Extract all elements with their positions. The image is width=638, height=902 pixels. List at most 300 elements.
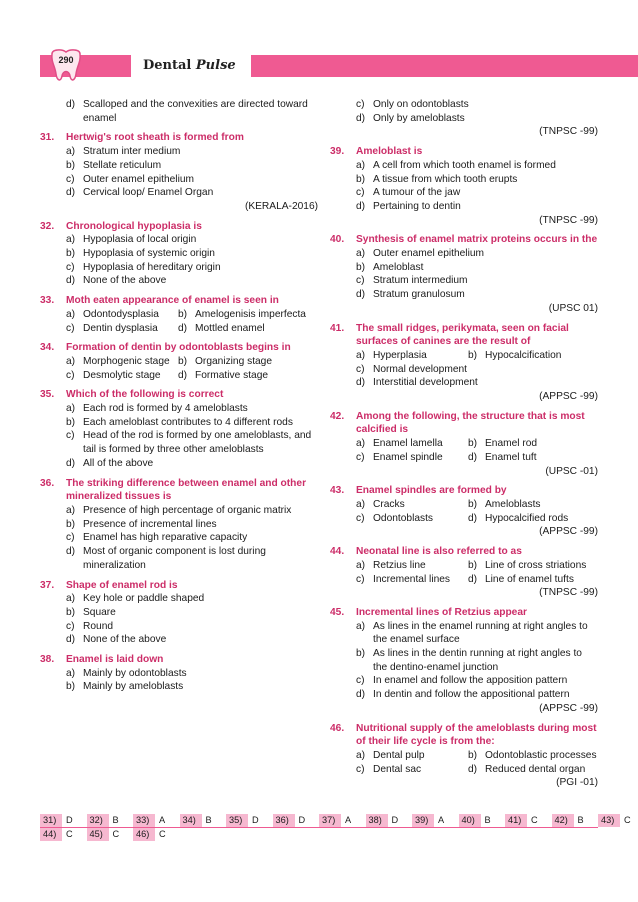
option-letter: a) bbox=[66, 234, 76, 246]
answer-value: B bbox=[484, 815, 491, 825]
question bbox=[330, 606, 600, 716]
question bbox=[40, 653, 320, 694]
option bbox=[468, 763, 600, 777]
option bbox=[468, 349, 600, 363]
option-text: Enamel lamella bbox=[373, 438, 443, 450]
option bbox=[40, 545, 320, 559]
option-text: Dental sac bbox=[373, 763, 422, 775]
option bbox=[356, 763, 468, 777]
option-text: Outer enamel epithelium bbox=[373, 248, 484, 260]
option-letter: c) bbox=[66, 173, 75, 185]
option bbox=[468, 451, 600, 465]
option-text: Pertaining to dentin bbox=[373, 200, 461, 212]
option-text: Stellate reticulum bbox=[83, 159, 162, 171]
question-heading bbox=[40, 220, 320, 234]
exam-source: (UPSC -01) bbox=[545, 465, 598, 477]
question bbox=[330, 145, 600, 227]
option bbox=[178, 355, 320, 369]
option-text: Round bbox=[83, 620, 114, 632]
option-text: Scalloped and the convexities are directed toward bbox=[83, 99, 308, 110]
option-letter: c) bbox=[356, 451, 365, 463]
question-text: Synthesis of enamel matrix proteins occurs in the bbox=[356, 234, 598, 246]
question-continuation bbox=[330, 98, 600, 139]
option bbox=[330, 688, 600, 702]
answer-number: 37) bbox=[319, 814, 341, 827]
question-text: The striking difference between enamel and other mineralized tissues is bbox=[66, 477, 307, 503]
exam-source: (APPSC -99) bbox=[539, 526, 598, 538]
option-row bbox=[330, 559, 600, 573]
option-text: Hypocalcified rods bbox=[485, 512, 569, 524]
question bbox=[40, 341, 320, 382]
option-text: Stratum granulosum bbox=[373, 289, 465, 301]
question-text: Nutritional supply of the ameloblasts during most of their life cycle is from the: bbox=[356, 722, 597, 748]
page-header bbox=[0, 0, 638, 90]
question-text: Incremental lines of Retzius appear bbox=[356, 606, 527, 618]
option-letter: b) bbox=[356, 648, 366, 660]
option bbox=[40, 145, 320, 159]
answer-value: C bbox=[624, 815, 631, 825]
question-heading bbox=[330, 545, 600, 559]
question bbox=[40, 388, 320, 470]
question-text: Formation of dentin by odontoblasts begins in bbox=[66, 342, 291, 354]
option-text: A cell from which tooth enamel is formed bbox=[373, 159, 556, 171]
question-heading bbox=[330, 233, 600, 247]
answer-row bbox=[40, 814, 631, 827]
answer-cell bbox=[180, 814, 227, 827]
option-text: Odontoblastic processes bbox=[485, 749, 597, 761]
option-letter: d) bbox=[468, 451, 478, 463]
question bbox=[40, 294, 320, 335]
option-text: Hypoplasia of systemic origin bbox=[83, 248, 215, 260]
answer-number: 33) bbox=[133, 814, 155, 827]
option bbox=[40, 173, 320, 187]
option-row bbox=[330, 749, 600, 763]
option-letter: a) bbox=[66, 504, 76, 516]
option-row bbox=[330, 512, 600, 526]
option-letter: b) bbox=[468, 749, 478, 761]
option-letter: b) bbox=[178, 308, 188, 320]
option bbox=[40, 680, 320, 694]
option-letter: d) bbox=[468, 512, 478, 524]
answer-number: 38) bbox=[366, 814, 388, 827]
option bbox=[356, 512, 468, 526]
option bbox=[330, 247, 600, 261]
option bbox=[40, 274, 320, 288]
answer-number: 42) bbox=[552, 814, 574, 827]
question-number: 46. bbox=[330, 722, 345, 734]
option-text: In enamel and follow the apposition pattern bbox=[373, 675, 568, 687]
answer-number: 46) bbox=[133, 828, 155, 841]
answer-value: B bbox=[112, 815, 119, 825]
option-letter: c) bbox=[356, 363, 365, 375]
option-text: Square bbox=[83, 606, 116, 618]
right-column bbox=[330, 98, 600, 796]
answer-value: C bbox=[159, 829, 166, 839]
question bbox=[330, 722, 600, 791]
option bbox=[40, 504, 320, 518]
option-text: Amelogenisis imperfecta bbox=[195, 308, 306, 320]
question-text: Shape of enamel rod is bbox=[66, 579, 178, 591]
option-letter: a) bbox=[356, 349, 366, 361]
option-text: Ameloblasts bbox=[485, 498, 541, 510]
question-continuation bbox=[40, 98, 320, 125]
question-text: Moth eaten appearance of enamel is seen in bbox=[66, 295, 279, 307]
option bbox=[40, 592, 320, 606]
tooth-icon bbox=[46, 48, 86, 84]
question-heading bbox=[330, 145, 600, 159]
option-letter: d) bbox=[356, 689, 366, 701]
option bbox=[40, 667, 320, 681]
option bbox=[40, 620, 320, 634]
option bbox=[330, 274, 600, 288]
answer-number: 32) bbox=[87, 814, 109, 827]
option bbox=[468, 573, 600, 587]
question bbox=[40, 477, 320, 573]
exam-source: (TNPSC -99) bbox=[539, 126, 598, 138]
option-text: All of the above bbox=[83, 457, 154, 469]
option-text: Hyperplasia bbox=[373, 349, 427, 361]
question-heading bbox=[40, 388, 320, 402]
option-text: Normal development bbox=[373, 363, 467, 375]
option-text: Odontoblasts bbox=[373, 512, 434, 524]
option-letter: b) bbox=[66, 681, 76, 693]
answer-number: 44) bbox=[40, 828, 62, 841]
option-text: Hypocalcification bbox=[485, 349, 562, 361]
option-text-continued: mineralization bbox=[83, 559, 146, 571]
option-letter: a) bbox=[356, 498, 366, 510]
question bbox=[40, 579, 320, 648]
option-row bbox=[330, 451, 600, 465]
option-letter: a) bbox=[66, 667, 76, 679]
question-heading bbox=[40, 131, 320, 145]
option-letter: b) bbox=[468, 438, 478, 450]
option-text: Presence of incremental lines bbox=[83, 518, 217, 530]
option bbox=[356, 451, 468, 465]
answer-cell bbox=[459, 814, 506, 827]
option-letter: b) bbox=[66, 518, 76, 530]
option-text: As lines in the dentin running at right angles to bbox=[373, 648, 582, 660]
option bbox=[40, 98, 320, 112]
option bbox=[40, 402, 320, 416]
option-letter: d) bbox=[468, 763, 478, 775]
option-letter: a) bbox=[356, 749, 366, 761]
brand-title bbox=[131, 55, 251, 77]
exam-source: (TNPSC -99) bbox=[539, 214, 598, 226]
option-row bbox=[40, 355, 320, 369]
option bbox=[356, 573, 468, 587]
option-letter: c) bbox=[356, 187, 365, 199]
option bbox=[66, 355, 178, 369]
option-letter: c) bbox=[66, 532, 75, 544]
option-text: Cervical loop/ Enamel Organ bbox=[83, 187, 214, 199]
option bbox=[178, 308, 320, 322]
answer-value: C bbox=[112, 829, 120, 839]
option-letter: d) bbox=[66, 187, 76, 199]
option-row bbox=[330, 437, 600, 451]
option-letter: a) bbox=[66, 355, 76, 367]
option-row bbox=[40, 369, 320, 383]
option-text: Mainly by odontoblasts bbox=[83, 667, 187, 679]
question-text: Enamel is laid down bbox=[66, 654, 164, 666]
answer-number: 45) bbox=[87, 828, 109, 841]
option-letter: a) bbox=[66, 308, 76, 320]
answer-value: D bbox=[391, 815, 399, 825]
answer-number: 34) bbox=[180, 814, 202, 827]
answer-row bbox=[40, 828, 598, 841]
option-letter: a) bbox=[356, 438, 366, 450]
answer-number: 41) bbox=[505, 814, 527, 827]
question-number: 37. bbox=[40, 579, 55, 591]
option-text: Mainly by ameloblasts bbox=[83, 681, 184, 693]
option-letter: d) bbox=[356, 112, 366, 124]
option-text: Head of the rod is formed by one ameloblasts, and bbox=[83, 430, 312, 442]
answer-cell bbox=[226, 814, 273, 827]
question bbox=[330, 484, 600, 539]
question-text: Chronological hypoplasia is bbox=[66, 220, 202, 232]
option bbox=[356, 437, 468, 451]
question-number: 44. bbox=[330, 546, 345, 558]
option-letter: c) bbox=[356, 512, 365, 524]
answer-cell bbox=[412, 814, 459, 827]
option-text: Cracks bbox=[373, 498, 405, 510]
option-letter: c) bbox=[356, 763, 365, 775]
question-text: Neonatal line is also referred to as bbox=[356, 546, 522, 558]
question-number: 36. bbox=[40, 477, 55, 489]
option-letter: c) bbox=[66, 620, 75, 632]
option-letter: d) bbox=[356, 200, 366, 212]
option-letter: c) bbox=[66, 369, 75, 381]
option-text-continued: enamel bbox=[83, 112, 117, 124]
question-text: Among the following, the structure that is most calcified is bbox=[356, 410, 585, 436]
option bbox=[330, 159, 600, 173]
option bbox=[356, 349, 468, 363]
answer-cell bbox=[366, 814, 413, 827]
answer-cell bbox=[87, 828, 134, 841]
question-heading bbox=[40, 477, 320, 504]
option-letter: a) bbox=[356, 159, 366, 171]
option-text: Odontodysplasia bbox=[83, 308, 159, 320]
option bbox=[40, 261, 320, 275]
option-letter: d) bbox=[468, 573, 478, 585]
option-letter: b) bbox=[66, 416, 76, 428]
answer-number: 39) bbox=[412, 814, 434, 827]
question-heading bbox=[40, 341, 320, 355]
option-letter: a) bbox=[66, 146, 76, 158]
answer-number: 31) bbox=[40, 814, 62, 827]
option bbox=[66, 369, 178, 383]
answer-value: B bbox=[577, 815, 584, 825]
option-text: Stratum intermedium bbox=[373, 275, 468, 287]
option-text: A tumour of the jaw bbox=[373, 187, 461, 199]
option-text-continued: tail is formed by three other ameloblasts bbox=[83, 444, 264, 456]
option-text: Formative stage bbox=[195, 369, 269, 381]
answer-cell bbox=[505, 814, 552, 827]
option bbox=[66, 308, 178, 322]
option-text: Each rod is formed by 4 ameloblasts bbox=[83, 403, 248, 415]
option-text: Outer enamel epithelium bbox=[83, 173, 194, 185]
option-letter: d) bbox=[178, 322, 188, 334]
answer-value: D bbox=[298, 815, 306, 825]
option-text: Enamel spindle bbox=[373, 451, 443, 463]
exam-source: (UPSC 01) bbox=[548, 302, 598, 314]
option bbox=[40, 233, 320, 247]
option bbox=[40, 518, 320, 532]
option-text: Mottled enamel bbox=[195, 322, 265, 334]
option bbox=[330, 363, 600, 377]
option-letter: c) bbox=[356, 275, 365, 287]
option-text: Organizing stage bbox=[195, 355, 273, 367]
option bbox=[330, 112, 600, 126]
option bbox=[468, 559, 600, 573]
option-row bbox=[40, 322, 320, 336]
option bbox=[178, 322, 320, 336]
answer-cell bbox=[133, 814, 180, 827]
exam-source: (APPSC -99) bbox=[539, 391, 598, 403]
answer-value: A bbox=[438, 815, 445, 825]
option-letter: d) bbox=[66, 457, 76, 469]
question-heading bbox=[330, 322, 600, 349]
question-text: Enamel spindles are formed by bbox=[356, 485, 507, 497]
option bbox=[40, 416, 320, 430]
question-number: 32. bbox=[40, 220, 55, 232]
option bbox=[40, 606, 320, 620]
question bbox=[330, 410, 600, 479]
answer-cell bbox=[40, 828, 87, 841]
exam-source: (APPSC -99) bbox=[539, 702, 598, 714]
option-row bbox=[40, 308, 320, 322]
question-text: The small ridges, perikymata, seen on facial surfaces of canines are the result of bbox=[356, 322, 569, 348]
question bbox=[330, 322, 600, 404]
answer-value: D bbox=[66, 815, 73, 825]
question-heading bbox=[330, 722, 600, 749]
option-text: Enamel rod bbox=[485, 438, 538, 450]
option-text: Most of organic component is lost during bbox=[83, 546, 266, 558]
option-row bbox=[330, 763, 600, 777]
option-letter: b) bbox=[468, 559, 478, 571]
option bbox=[330, 376, 600, 390]
option-text: Stratum inter medium bbox=[83, 146, 181, 158]
brand-script: Pulse bbox=[195, 58, 236, 73]
option-row bbox=[330, 349, 600, 363]
option bbox=[40, 247, 320, 261]
exam-source: (KERALA-2016) bbox=[244, 200, 318, 212]
option bbox=[40, 186, 320, 200]
option-letter: d) bbox=[66, 546, 76, 558]
left-column bbox=[40, 98, 320, 700]
option-letter: a) bbox=[356, 559, 366, 571]
option-letter: d) bbox=[356, 377, 366, 389]
question-number: 42. bbox=[330, 410, 345, 422]
option-text: In dentin and follow the appositional pattern bbox=[373, 689, 570, 701]
option bbox=[40, 633, 320, 647]
option-text: Only by ameloblasts bbox=[373, 112, 465, 124]
option-letter: b) bbox=[356, 261, 366, 273]
option-text: None of the above bbox=[83, 634, 167, 646]
option-text: Line of cross striations bbox=[485, 559, 587, 571]
answer-value: A bbox=[345, 815, 352, 825]
option bbox=[330, 674, 600, 688]
question-number: 40. bbox=[330, 234, 345, 246]
option bbox=[330, 261, 600, 275]
question-number: 43. bbox=[330, 485, 345, 497]
question-number: 31. bbox=[40, 132, 55, 144]
answer-number: 35) bbox=[226, 814, 248, 827]
answer-cell bbox=[273, 814, 320, 827]
option-text: Dental pulp bbox=[373, 749, 425, 761]
question-heading bbox=[330, 484, 600, 498]
option-letter: c) bbox=[66, 261, 75, 273]
option-text: Key hole or paddle shaped bbox=[83, 593, 205, 605]
question-text: Hertwig's root sheath is formed from bbox=[66, 132, 244, 144]
option bbox=[330, 200, 600, 214]
option bbox=[468, 437, 600, 451]
option bbox=[356, 559, 468, 573]
option-text: Only on odontoblasts bbox=[373, 99, 469, 110]
answer-value: A bbox=[159, 815, 166, 825]
option-text: None of the above bbox=[83, 275, 167, 287]
option-letter: d) bbox=[66, 99, 76, 110]
option bbox=[468, 498, 600, 512]
exam-source: (PGI -01) bbox=[556, 777, 598, 789]
option-text: Hypoplasia of hereditary origin bbox=[83, 261, 221, 273]
option bbox=[66, 322, 178, 336]
option-letter: b) bbox=[66, 159, 76, 171]
option-text: Dentin dysplasia bbox=[83, 322, 158, 334]
option bbox=[330, 173, 600, 187]
option-letter: a) bbox=[66, 593, 76, 605]
answer-cell bbox=[552, 814, 599, 827]
exam-source: (TNPSC -99) bbox=[539, 587, 598, 599]
answer-number: 40) bbox=[459, 814, 481, 827]
option-letter: a) bbox=[356, 620, 366, 632]
question-heading bbox=[330, 410, 600, 437]
option-letter: b) bbox=[356, 173, 366, 185]
option-row bbox=[330, 573, 600, 587]
option-text: Hypoplasia of local origin bbox=[83, 234, 197, 246]
option-text: Desmolytic stage bbox=[83, 369, 161, 381]
brand-word: Dental bbox=[143, 58, 192, 73]
question-number: 41. bbox=[330, 322, 345, 334]
page-number: 290 bbox=[58, 55, 74, 65]
option bbox=[330, 647, 600, 661]
option-text: Enamel tuft bbox=[485, 451, 537, 463]
option-text: Presence of high percentage of organic matrix bbox=[83, 504, 292, 516]
question-heading bbox=[40, 294, 320, 308]
option-text-continued: the dentino-enamel junction bbox=[373, 661, 499, 673]
answer-cell bbox=[598, 814, 638, 827]
option-text-continued: the enamel surface bbox=[373, 634, 460, 646]
answer-cell bbox=[319, 814, 366, 827]
question bbox=[40, 131, 320, 213]
option bbox=[468, 512, 600, 526]
option bbox=[356, 498, 468, 512]
option-text: A tissue from which tooth erupts bbox=[373, 173, 518, 185]
option-text: Each ameloblast contributes to 4 different rods bbox=[83, 416, 293, 428]
answer-cell bbox=[133, 828, 180, 841]
option-letter: b) bbox=[178, 355, 188, 367]
question-number: 39. bbox=[330, 146, 345, 158]
option-text: Ameloblast bbox=[373, 261, 424, 273]
option-text: As lines in the enamel running at right angles to bbox=[373, 620, 588, 632]
option-letter: d) bbox=[66, 634, 76, 646]
answer-value: C bbox=[531, 815, 538, 825]
question-number: 38. bbox=[40, 654, 55, 666]
option-letter: c) bbox=[66, 430, 75, 442]
question-number: 45. bbox=[330, 606, 345, 618]
answer-number: 43) bbox=[598, 814, 620, 827]
question-heading bbox=[330, 606, 600, 620]
option-text: Interstitial development bbox=[373, 377, 478, 389]
